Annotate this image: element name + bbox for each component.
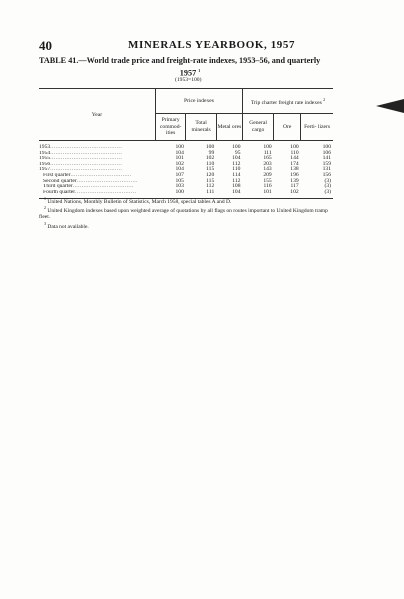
col-header-fertilizers: Ferti- lizers [301, 114, 333, 141]
footnotes [39, 196, 339, 230]
table-cell: 117 [290, 183, 299, 190]
table-row [39, 141, 333, 151]
table-cell: 104 [175, 166, 184, 173]
col-header-year: Year [91, 111, 103, 118]
table-cell: (3) [301, 190, 333, 199]
table-cell: 105 [175, 177, 184, 184]
row-label: 1955........................................ [39, 156, 123, 162]
table-cell: (3) [324, 177, 331, 184]
table-cell: 120 [205, 171, 215, 178]
table-cell: 111 [186, 190, 216, 199]
table-cell: 104 [216, 190, 242, 199]
col-header-metal: Metal ores [216, 114, 242, 141]
table-cell: 112 [232, 177, 241, 184]
table-cell: 106 [322, 149, 331, 156]
running-head: MINERALS YEARBOOK, 1957 [128, 39, 296, 51]
table-cell: 203 [263, 160, 272, 167]
table-cell: 102 [175, 160, 184, 167]
col-header-general: General cargo [242, 114, 273, 141]
table-cell: 111 [263, 149, 272, 156]
table-cell: 139 [290, 177, 299, 184]
table-cell: 104 [175, 149, 184, 156]
col-header-primary: Primary commod- ities [155, 114, 185, 141]
table-cell: 99 [208, 149, 215, 156]
table-cell: 100 [205, 144, 215, 150]
table-cell: 115 [206, 166, 215, 173]
table-cell: 100 [263, 144, 272, 150]
row-label: Third quarter.................................. [43, 184, 134, 190]
table-cell: 101 [175, 155, 184, 162]
table-cell: 110 [232, 166, 241, 173]
table-cell: 159 [322, 160, 331, 167]
row-label: 1954........................................ [39, 150, 123, 156]
col-group-price-indexes: Price indexes [155, 89, 242, 114]
caption-line-2: 1957 $^1$ [179, 67, 201, 78]
table-cell: 108 [232, 183, 241, 190]
table-base-note: (1953=100) [175, 77, 202, 83]
table-cell: 131 [322, 166, 331, 173]
table-cell: 110 [290, 149, 299, 156]
table-cell: 102 [274, 190, 301, 199]
table-cell: 165 [263, 155, 272, 162]
table-cell: 138 [290, 166, 299, 173]
footnote-3: $^3$ Data not available. [44, 220, 89, 230]
table-cell: 196 [290, 171, 299, 178]
footnote-2: $^2$ United Kingdom indexes based upon weighted average of quotations by all flags on routes important to United Kingdom tramp fleet. [39, 205, 328, 221]
table-cell: 103 [175, 183, 184, 190]
table-cell: 155 [263, 177, 272, 184]
page-number: 40 [39, 38, 52, 53]
caption-line-1: TABLE 41.—World trade price and freight-rate indexes, 1953–56, and quarterly [39, 56, 321, 65]
row-label: 1957........................................ [39, 167, 123, 173]
table-cell: 114 [232, 171, 241, 178]
table-cell: 100 [155, 190, 185, 199]
table-cell: 116 [263, 183, 272, 190]
table-cell: 101 [242, 190, 273, 199]
table-cell: 95 [234, 149, 241, 156]
table-cell: 102 [205, 155, 215, 162]
table-body [39, 141, 333, 199]
table-cell: 100 [175, 144, 184, 150]
table-cell: 156 [322, 171, 331, 178]
footnote-1: $^1$ United Nations, Monthly Bulletin of Statistics, March 1958, special tables A and D. [44, 196, 232, 205]
row-label: First quarter.................................. [43, 172, 132, 178]
col-header-total: Total minerals [186, 114, 216, 141]
table-cell: 100 [290, 144, 299, 150]
table-caption [39, 56, 341, 78]
table-cell: 115 [206, 177, 215, 184]
col-header-ore: Ore [274, 114, 301, 141]
table-cell: 112 [232, 160, 241, 167]
row-label: Fourth quarter.................................. [39, 190, 155, 199]
col-group-freight-indexes: Trip charter freight rate indexes $^2$ [242, 89, 333, 114]
table-cell: 143 [263, 166, 272, 173]
table-cell: 144 [290, 155, 299, 162]
table-cell: (3) [324, 183, 331, 190]
row-label: 1956........................................ [39, 161, 123, 167]
table-cell: 100 [232, 144, 241, 150]
table-cell: 209 [263, 171, 272, 178]
row-label: 1953........................................ [39, 144, 123, 150]
table-cell: 112 [206, 183, 215, 190]
table-cell: 174 [290, 160, 299, 167]
page-edge-marker-icon [376, 99, 404, 113]
table-cell: 141 [322, 155, 331, 162]
caption-footnote-mark: 1 [198, 67, 201, 73]
freight-footnote-mark: 2 [323, 96, 326, 102]
table-cell: 104 [232, 155, 241, 162]
trade-index-table [39, 88, 333, 199]
row-label: Second quarter.................................. [43, 178, 138, 184]
table-cell: 107 [175, 171, 184, 178]
table-cell: 110 [206, 160, 215, 167]
table-cell: 100 [322, 144, 331, 150]
